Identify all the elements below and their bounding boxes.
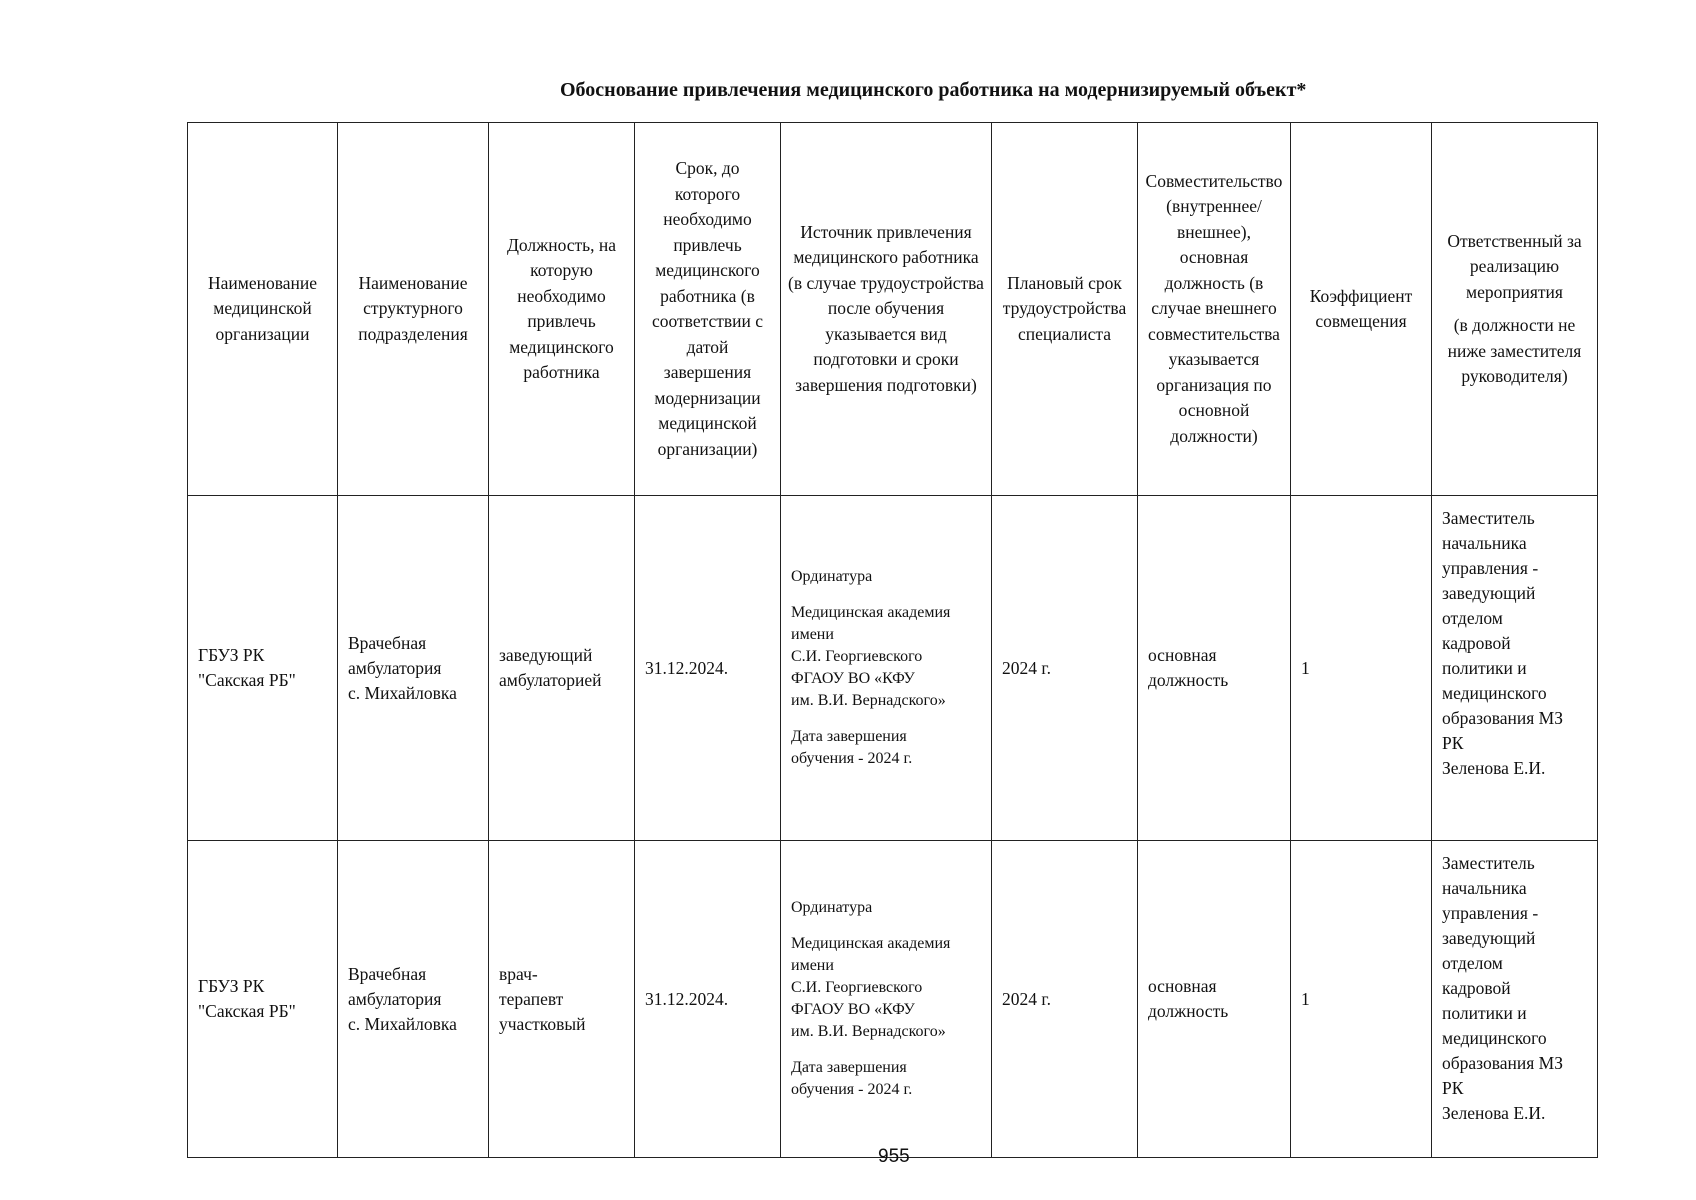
col-header-responsible: Ответственный за реализацию мероприятия (в должности не ниже заместителя руководителя) — [1432, 123, 1598, 496]
col-header-combination: Совместительство (внутреннее/ внешнее), основная должность (в случае внешнего совместительства указывается организация по основной должности) — [1138, 123, 1291, 496]
source-type: Ординатура — [791, 899, 873, 916]
cell-planned: 2024 г. — [992, 496, 1138, 841]
source-institution: Медицинская академия имени С.И. Георгиевского ФГАОУ ВО «КФУ им. В.И. Вернадского» — [791, 604, 951, 709]
cell-position: заведующий амбулаторией — [489, 496, 635, 841]
page-title: Обоснование привлечения медицинского работника на модернизируемый объект* — [560, 79, 1307, 101]
cell-source — [781, 496, 992, 841]
cell-unit: Врачебная амбулатория с. Михайловка — [338, 496, 489, 841]
source-type: Ординатура — [791, 568, 873, 585]
cell-coefficient: 1 — [1291, 496, 1432, 841]
source-completion: Дата завершения обучения - 2024 г. — [791, 1059, 913, 1098]
cell-org: ГБУЗ РК "Сакская РБ" — [188, 496, 338, 841]
cell-position: врач- терапевт участковый — [489, 841, 635, 1158]
cell-deadline: 31.12.2024. — [635, 496, 781, 841]
col-header-unit: Наименование структурного подразделения — [338, 123, 489, 496]
col-header-org: Наименование медицинской организации — [188, 123, 338, 496]
staffing-table — [187, 122, 1598, 1158]
page-number: 955 — [878, 1146, 910, 1167]
col-header-planned: Плановый срок трудоустройства специалиста — [992, 123, 1138, 496]
col-header-position: Должность, на которую необходимо привлечь медицинского работника — [489, 123, 635, 496]
cell-unit: Врачебная амбулатория с. Михайловка — [338, 841, 489, 1158]
cell-org: ГБУЗ РК "Сакская РБ" — [188, 841, 338, 1158]
header-row — [188, 123, 1598, 496]
col-header-source: Источник привлечения медицинского работника (в случае трудоустройства после обучения указывается вид подготовки и сроки завершения подготовки) — [781, 123, 992, 496]
cell-deadline: 31.12.2024. — [635, 841, 781, 1158]
cell-combination: основная должность — [1138, 841, 1291, 1158]
source-completion: Дата завершения обучения - 2024 г. — [791, 728, 913, 767]
cell-combination: основная должность — [1138, 496, 1291, 841]
cell-planned: 2024 г. — [992, 841, 1138, 1158]
table-row — [188, 496, 1598, 841]
cell-responsible: Заместитель начальника управления - заведующий отделом кадровой политики и медицинского образования МЗ РК Зеленова Е.И. — [1432, 841, 1598, 1158]
table-row — [188, 841, 1598, 1158]
cell-source — [781, 841, 992, 1158]
cell-responsible: Заместитель начальника управления - заведующий отделом кадровой политики и медицинского образования МЗ РК Зеленова Е.И. — [1432, 496, 1598, 841]
col-header-coefficient: Коэффициент совмещения — [1291, 123, 1432, 496]
col-header-deadline: Срок, до которого необходимо привлечь медицинского работника (в соответствии с датой завершения модернизации медицинской организации) — [635, 123, 781, 496]
source-institution: Медицинская академия имени С.И. Георгиевского ФГАОУ ВО «КФУ им. В.И. Вернадского» — [791, 935, 951, 1040]
cell-coefficient: 1 — [1291, 841, 1432, 1158]
